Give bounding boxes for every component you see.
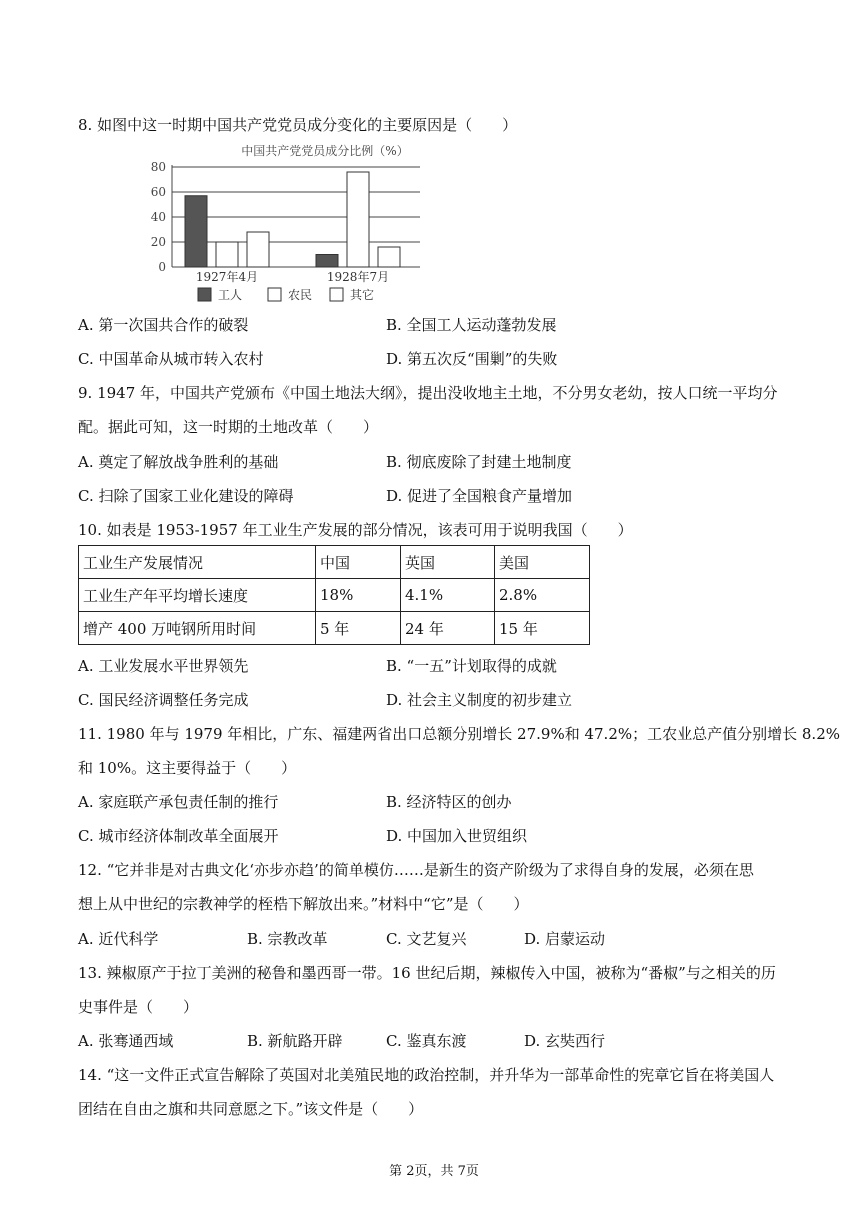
q9-option-d[interactable]: D. 促进了全国粮食产量增加 xyxy=(386,487,573,505)
y-tick-label: 0 xyxy=(158,260,166,274)
table-cell: 英国 xyxy=(401,546,495,579)
bar xyxy=(316,255,338,268)
page-number: 第 2页，共 7页 xyxy=(389,1164,479,1179)
table-cell: 中国 xyxy=(316,546,401,579)
legend-swatch xyxy=(330,288,343,301)
x-tick-label: 1928年7月 xyxy=(326,270,390,284)
bar xyxy=(347,172,369,267)
legend-swatch xyxy=(268,288,281,301)
table-cell: 24 年 xyxy=(401,612,495,645)
q11-option-a[interactable]: A. 家庭联产承包责任制的推行 xyxy=(78,793,279,811)
legend-label: 工人 xyxy=(218,288,243,302)
table-cell: 15 年 xyxy=(495,612,590,645)
table-cell: 5 年 xyxy=(316,612,401,645)
q14-stem-line1: 14. “这一文件正式宣告解除了英国对北美殖民地的政治控制，并升华为一部革命性的宪章它旨在将美国人 xyxy=(78,1066,775,1084)
q12-option-c[interactable]: C. 文艺复兴 xyxy=(386,930,467,948)
table-row xyxy=(79,579,590,612)
q11-option-b[interactable]: B. 经济特区的创办 xyxy=(386,793,512,811)
chart-title: 中国共产党党员成分比例（%） xyxy=(241,144,409,158)
q10-option-c[interactable]: C. 国民经济调整任务完成 xyxy=(78,691,249,709)
q13-stem-line1: 13. 辣椒原产于拉丁美洲的秘鲁和墨西哥一带。16 世纪后期，辣椒传入中国，被称为“番椒”与之相关的历 xyxy=(78,964,776,982)
q10-option-d[interactable]: D. 社会主义制度的初步建立 xyxy=(386,691,573,709)
x-tick-label: 1927年4月 xyxy=(195,270,259,284)
table-row xyxy=(79,612,590,645)
legend-label: 农民 xyxy=(288,288,313,302)
q12-option-d[interactable]: D. 启蒙运动 xyxy=(524,930,606,948)
q9-stem-line1: 9. 1947 年，中国共产党颁布《中国土地法大纲》，提出没收地主土地，不分男女老幼，按人口统一平均分 xyxy=(78,384,778,402)
table-cell: 2.8% xyxy=(495,579,590,612)
bar xyxy=(378,247,400,267)
q11-option-d[interactable]: D. 中国加入世贸组织 xyxy=(386,827,528,845)
table-cell: 4.1% xyxy=(401,579,495,612)
q8-stem: 8. 如图中这一时期中国共产党党员成分变化的主要原因是（ ） xyxy=(78,116,518,134)
q10-option-b[interactable]: B. “一五”计划取得的成就 xyxy=(386,657,557,675)
q10-stem: 10. 如表是 1953-1957 年工业生产发展的部分情况，该表可用于说明我国（ ） xyxy=(78,521,633,539)
q9-stem-line2: 配。据此可知，这一时期的土地改革（ ） xyxy=(78,418,379,436)
q8-option-d[interactable]: D. 第五次反“围剿”的失败 xyxy=(386,350,558,368)
q10-table xyxy=(78,545,590,645)
table-row xyxy=(79,546,590,579)
q11-option-c[interactable]: C. 城市经济体制改革全面展开 xyxy=(78,827,279,845)
y-tick-label: 80 xyxy=(150,160,166,174)
q13-stem-line2: 史事件是（ ） xyxy=(78,998,199,1016)
legend-label: 其它 xyxy=(350,288,375,302)
q13-option-b[interactable]: B. 新航路开辟 xyxy=(247,1032,343,1050)
q12-stem-line2: 想上从中世纪的宗教神学的桎梏下解放出来。”材料中“它”是（ ） xyxy=(78,895,529,913)
legend-swatch xyxy=(198,288,211,301)
q10-option-a[interactable]: A. 工业发展水平世界领先 xyxy=(78,657,249,675)
q13-option-a[interactable]: A. 张骞通西域 xyxy=(78,1032,174,1050)
bar xyxy=(185,196,207,267)
q9-option-c[interactable]: C. 扫除了国家工业化建设的障碍 xyxy=(78,487,294,505)
q8-option-c[interactable]: C. 中国革命从城市转入农村 xyxy=(78,350,264,368)
bar xyxy=(216,242,238,267)
q11-stem-line2: 和 10%。这主要得益于（ ） xyxy=(78,759,297,777)
q8-option-a[interactable]: A. 第一次国共合作的破裂 xyxy=(78,316,249,334)
q9-option-a[interactable]: A. 奠定了解放战争胜利的基础 xyxy=(78,453,279,471)
q14-stem-line2: 团结在自由之旗和共同意愿之下。”该文件是（ ） xyxy=(78,1100,424,1118)
q9-option-b[interactable]: B. 彻底废除了封建土地制度 xyxy=(386,453,572,471)
table-cell: 美国 xyxy=(495,546,590,579)
q8-option-b[interactable]: B. 全国工人运动蓬勃发展 xyxy=(386,316,557,334)
table-cell: 18% xyxy=(316,579,401,612)
y-tick-label: 60 xyxy=(150,185,166,199)
q13-option-c[interactable]: C. 鉴真东渡 xyxy=(386,1032,467,1050)
q13-option-d[interactable]: D. 玄奘西行 xyxy=(524,1032,606,1050)
bar xyxy=(247,232,269,267)
q12-stem-line1: 12. “它并非是对古典文化‘亦步亦趋’的简单模仿……是新生的资产阶级为了求得自身的发展，必须在思 xyxy=(78,861,754,879)
q12-option-b[interactable]: B. 宗教改革 xyxy=(247,930,328,948)
q8-bar-chart xyxy=(140,140,440,310)
y-tick-label: 20 xyxy=(150,235,166,249)
q12-option-a[interactable]: A. 近代科学 xyxy=(78,930,159,948)
table-cell: 工业生产年平均增长速度 xyxy=(79,579,316,612)
q11-stem-line1: 11. 1980 年与 1979 年相比，广东、福建两省出口总额分别增长 27.9%和 47.2%；工农业总产值分别增长 8.2% xyxy=(78,725,840,743)
table-cell: 增产 400 万吨钢所用时间 xyxy=(79,612,316,645)
table-cell: 工业生产发展情况 xyxy=(79,546,316,579)
y-tick-label: 40 xyxy=(150,210,166,224)
